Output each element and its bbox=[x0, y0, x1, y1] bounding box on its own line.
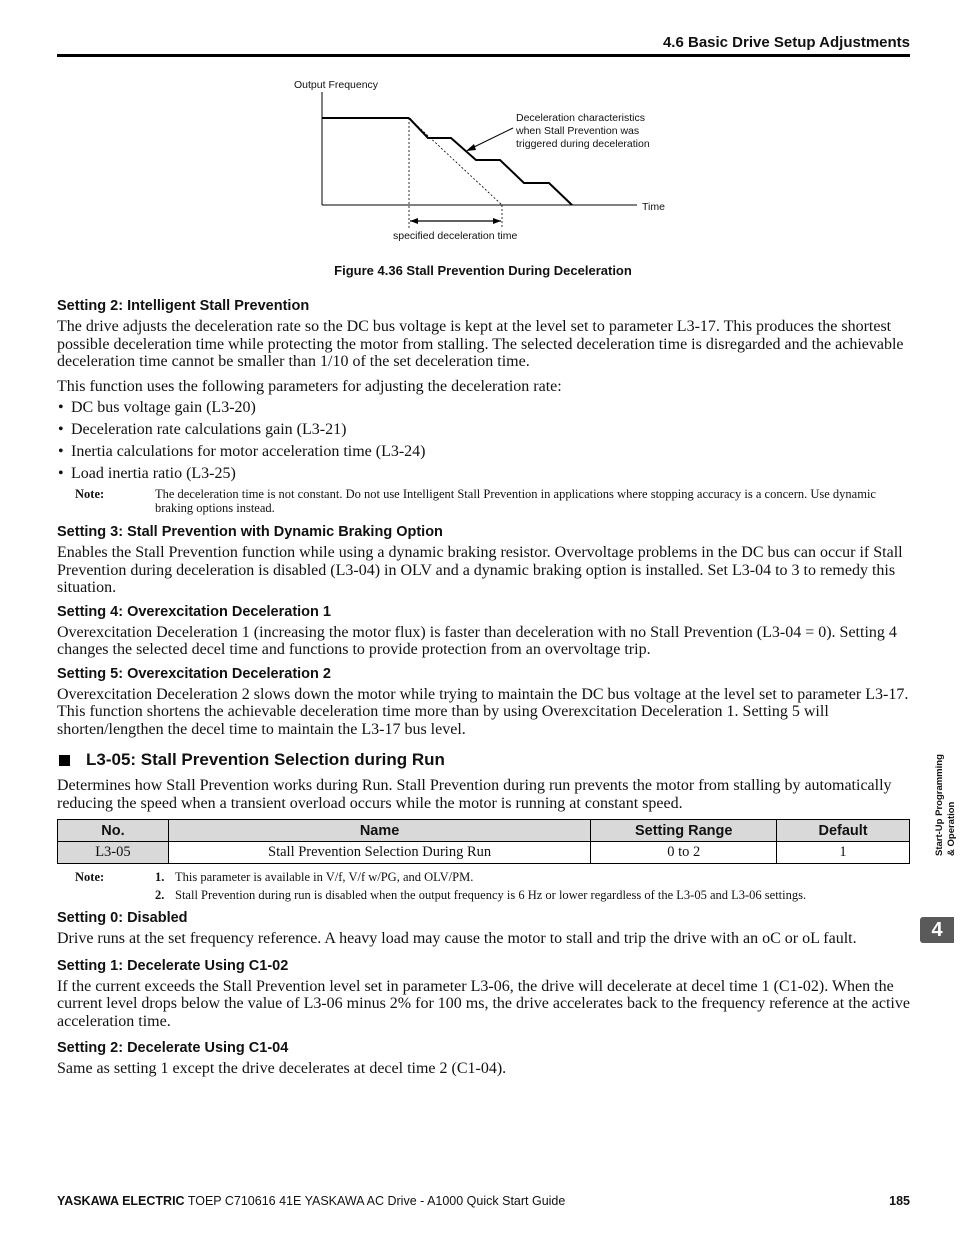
run-setting2-para: Same as setting 1 except the drive decelerates at decel time 2 (C1-04). bbox=[57, 1060, 507, 1077]
chapter-number-badge: 4 bbox=[920, 917, 954, 943]
setting2-note bbox=[57, 487, 910, 515]
annotation-line-1: Deceleration characteristics bbox=[516, 112, 645, 124]
section-header-title: 4.6 Basic Drive Setup Adjustments bbox=[662, 34, 910, 51]
parameter-list bbox=[57, 399, 910, 483]
annotation-arrow-head bbox=[466, 144, 476, 151]
footer-brand: YASKAWA ELECTRIC bbox=[57, 1194, 185, 1208]
col-header-default: Default bbox=[777, 820, 910, 842]
side-tab-line-1: Start-Up Programming bbox=[934, 754, 945, 856]
side-tab-line-2: & Operation bbox=[946, 801, 957, 856]
span-arrow-right bbox=[493, 218, 501, 224]
chapter-side-tab bbox=[934, 754, 958, 856]
setting4-para: Overexcitation Deceleration 1 (increasing the motor flux) is faster than deceleration with no Stall Prevention (L3-04 = 0). Setting 4 changes the selected decel time and functions to provide protection from an overvoltage trip. bbox=[57, 623, 897, 658]
list-item: • Inertia calculations for motor acceleration time (L3-24) bbox=[57, 443, 910, 461]
list-item: • Load inertia ratio (L3-25) bbox=[57, 465, 910, 483]
col-header-range: Setting Range bbox=[591, 820, 777, 842]
span-arrow-left bbox=[410, 218, 418, 224]
header-rule bbox=[57, 54, 910, 57]
run-setting0-heading: Setting 0: Disabled bbox=[57, 910, 188, 926]
note-row bbox=[57, 870, 910, 884]
run-setting1-heading: Setting 1: Decelerate Using C1-02 bbox=[57, 957, 289, 974]
annotation-line-3: triggered during deceleration bbox=[516, 138, 650, 150]
cell-range: 0 to 2 bbox=[591, 842, 777, 864]
stall-prevention-figure bbox=[0, 70, 954, 285]
list-item: • DC bus voltage gain (L3-20) bbox=[57, 399, 910, 417]
setting2-para1: The drive adjusts the deceleration rate so the DC bus voltage is kept at the level set to parameter L3-17. This produces the shortest possible deceleration time while protecting the motor from stalling. The selected deceleration time is disregarded and the achievable deceleration time cannot be smaller than 1/10 of the set deceleration time. bbox=[57, 318, 904, 370]
run-setting2-heading: Setting 2: Decelerate Using C1-04 bbox=[57, 1040, 289, 1056]
span-label: specified deceleration time bbox=[393, 230, 518, 242]
parameter-table bbox=[57, 819, 910, 864]
annotation-text bbox=[516, 112, 650, 151]
footer-doc-info bbox=[57, 1194, 565, 1208]
setting4-heading: Setting 4: Overexcitation Deceleration 1 bbox=[57, 603, 331, 620]
annotation-arrow-line bbox=[472, 128, 513, 148]
y-axis-label: Output Frequency bbox=[294, 79, 379, 91]
figure-caption: Figure 4.36 Stall Prevention During Deceleration bbox=[334, 263, 632, 278]
setting5-heading: Setting 5: Overexcitation Deceleration 2 bbox=[57, 665, 331, 682]
note-label: Note: bbox=[75, 487, 105, 501]
setting3-heading: Setting 3: Stall Prevention with Dynamic Braking Option bbox=[57, 524, 443, 540]
setting3-para: Enables the Stall Prevention function while using a dynamic braking resistor. Overvoltage problems in the DC bus can occur if Stall Prevention during deceleration is disabled (L3-04) in OLV and a dynamic braking option is installed. Set L3-04 to 3 to remedy this situation. bbox=[57, 544, 903, 596]
section-bullet-icon bbox=[59, 755, 70, 766]
note-label: Note: bbox=[75, 870, 105, 884]
l305-notes bbox=[57, 870, 910, 902]
note-text: This parameter is available in V/f, V/f w/PG, and OLV/PM. bbox=[175, 870, 474, 884]
annotation-line-2: when Stall Prevention was bbox=[516, 125, 640, 137]
col-header-name: Name bbox=[168, 820, 590, 842]
cell-no: L3-05 bbox=[58, 842, 169, 864]
note-number: 2. bbox=[155, 888, 165, 902]
x-axis-label: Time bbox=[642, 201, 665, 213]
run-setting1-para: If the current exceeds the Stall Prevention level set in parameter L3-06, the drive will decelerate at decel time 1 (C1-02). When the current level drops below the value of L3-06 minus 2% for 100 ms, the drive accelerates back to the frequency reference at the active acceleration time. bbox=[57, 977, 910, 1030]
l305-section-heading bbox=[57, 750, 910, 770]
page-content bbox=[57, 298, 910, 1085]
specified-decel-line bbox=[409, 118, 502, 205]
note-text: Stall Prevention during run is disabled when the output frequency is 6 Hz or lower regardless of the L3-05 and L3-06 settings. bbox=[175, 888, 807, 902]
col-header-no: No. bbox=[58, 820, 169, 842]
note-number: 1. bbox=[155, 870, 165, 884]
note-label-spacer bbox=[57, 888, 155, 902]
cell-name: Stall Prevention Selection During Run bbox=[168, 842, 590, 864]
run-setting0-para: Drive runs at the set frequency reference. A heavy load may cause the motor to stall and trip the drive with an oC or oL fault. bbox=[57, 930, 857, 947]
cell-default: 1 bbox=[777, 842, 910, 864]
list-item: • Deceleration rate calculations gain (L3-21) bbox=[57, 421, 910, 439]
page-number: 185 bbox=[889, 1194, 910, 1208]
setting5-para: Overexcitation Deceleration 2 slows down the motor while trying to maintain the DC bus voltage at the level set to parameter L3-17. This function shortens the achievable deceleration time more than by using Overexcitation Deceleration 1. Setting 5 will shorten/lengthen the decel time to maintain the L3-17 bus level. bbox=[57, 685, 909, 738]
note-row bbox=[57, 888, 910, 902]
footer-doc-title: TOEP C710616 41E YASKAWA AC Drive - A1000 Quick Start Guide bbox=[184, 1194, 566, 1208]
note-text: The deceleration time is not constant. Do not use Intelligent Stall Prevention in applications where stopping accuracy is a concern. Use dynamic braking options instead. bbox=[155, 487, 876, 515]
setting2-heading: Setting 2: Intelligent Stall Prevention bbox=[57, 298, 310, 314]
setting2-para2: This function uses the following parameters for adjusting the deceleration rate: bbox=[57, 377, 562, 395]
table-row bbox=[58, 842, 910, 864]
l305-heading-text: L3-05: Stall Prevention Selection during Run bbox=[86, 750, 445, 769]
l305-para: Determines how Stall Prevention works during Run. Stall Prevention during run prevents the motor from stalling by automatically reducing the speed when a transient overload occurs while the motor is running at constant speed. bbox=[57, 777, 892, 812]
table-header-row bbox=[58, 820, 910, 842]
